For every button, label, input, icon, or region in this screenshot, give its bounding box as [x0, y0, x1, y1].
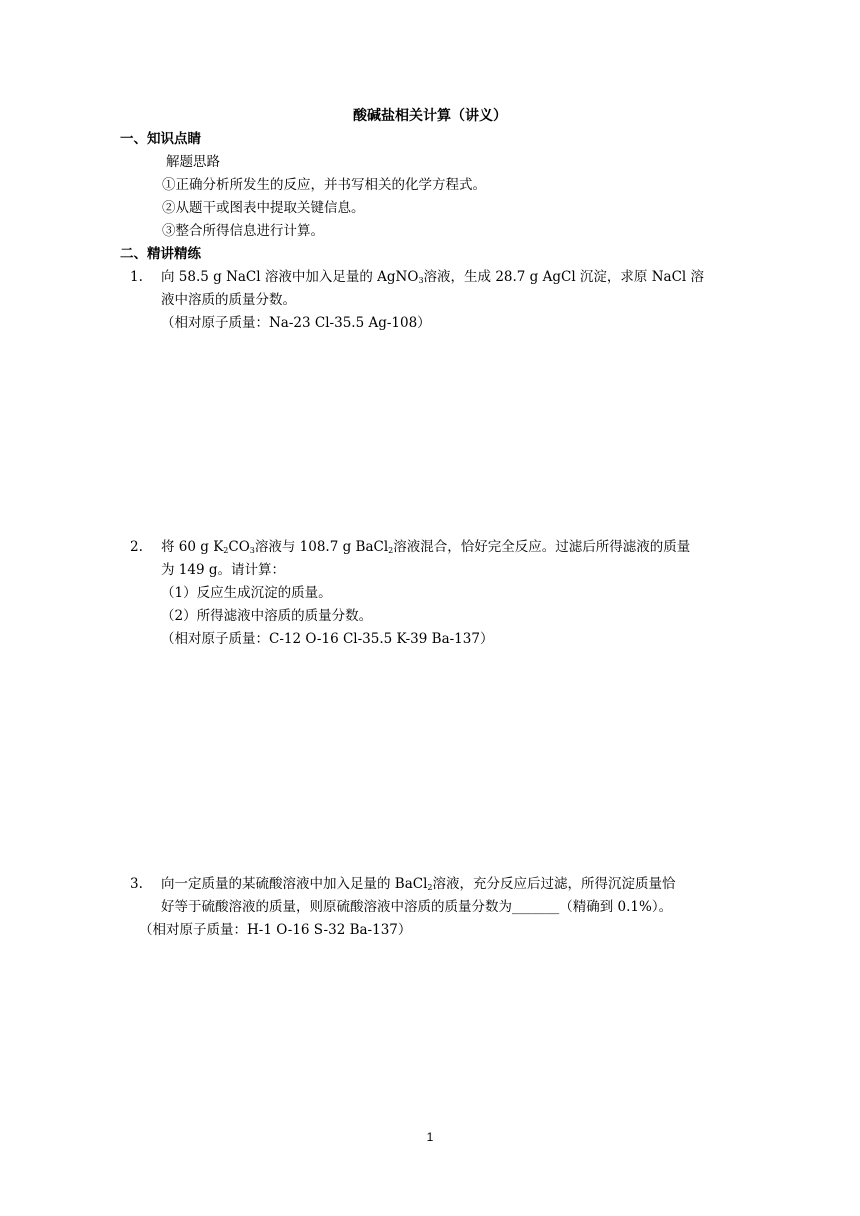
question-3-number: 3. — [130, 876, 143, 892]
question-2-number: 2. — [130, 539, 143, 555]
question-2-line-2: 为 149 g。请计算： — [161, 562, 285, 578]
step-2: ②从题干或图表中提取关键信息。 — [162, 200, 365, 216]
step-1: ①正确分析所发生的反应，并书写相关的化学方程式。 — [162, 177, 486, 193]
section-heading-practice: 二、精讲精练 — [120, 246, 201, 262]
question-1-line-1: 向 58.5 g NaCl 溶液中加入足量的 AgNO$_3$溶液，生成 28.7 g AgCl 沉淀，求原 NaCl 溶 — [161, 269, 705, 285]
question-2-part-2: （2）所得滤液中溶质的质量分数。 — [161, 608, 373, 624]
question-2-part-1: （1）反应生成沉淀的质量。 — [161, 585, 332, 601]
question-1-line-2: 液中溶质的质量分数。 — [161, 292, 296, 308]
question-2-line-1: 将 60 g $K_2CO_3$溶液与 108.7 g BaCl$_2$溶液混合，恰好完全反应。过滤后所得滤液的质量 — [161, 539, 691, 555]
question-3-line-1: 向一定质量的某硫酸溶液中加入足量的 BaCl$_2$溶液，充分反应后过滤，所得沉淀质量恰 — [161, 876, 676, 892]
question-3-atomic-masses: （相对原子质量：H-1 O-16 S-32 Ba-137） — [139, 922, 412, 938]
question-1-number: 1. — [130, 269, 143, 285]
solving-approach-heading: 解题思路 — [166, 154, 220, 170]
step-3: ③整合所得信息进行计算。 — [162, 223, 324, 239]
page-number: 1 — [426, 1130, 434, 1144]
page-title: 酸碱盐相关计算（讲义） — [353, 108, 507, 124]
question-2-atomic-masses: （相对原子质量：C-12 O-16 Cl-35.5 K-39 Ba-137） — [161, 631, 494, 647]
section-heading-knowledge: 一、知识点睛 — [120, 131, 201, 147]
question-1-atomic-masses: （相对原子质量：Na-23 Cl-35.5 Ag-108） — [161, 315, 431, 331]
question-3-line-2: 好等于硫酸溶液的质量，则原硫酸溶液中溶质的质量分数为_______（精确到 0.1%）。 — [161, 899, 673, 915]
